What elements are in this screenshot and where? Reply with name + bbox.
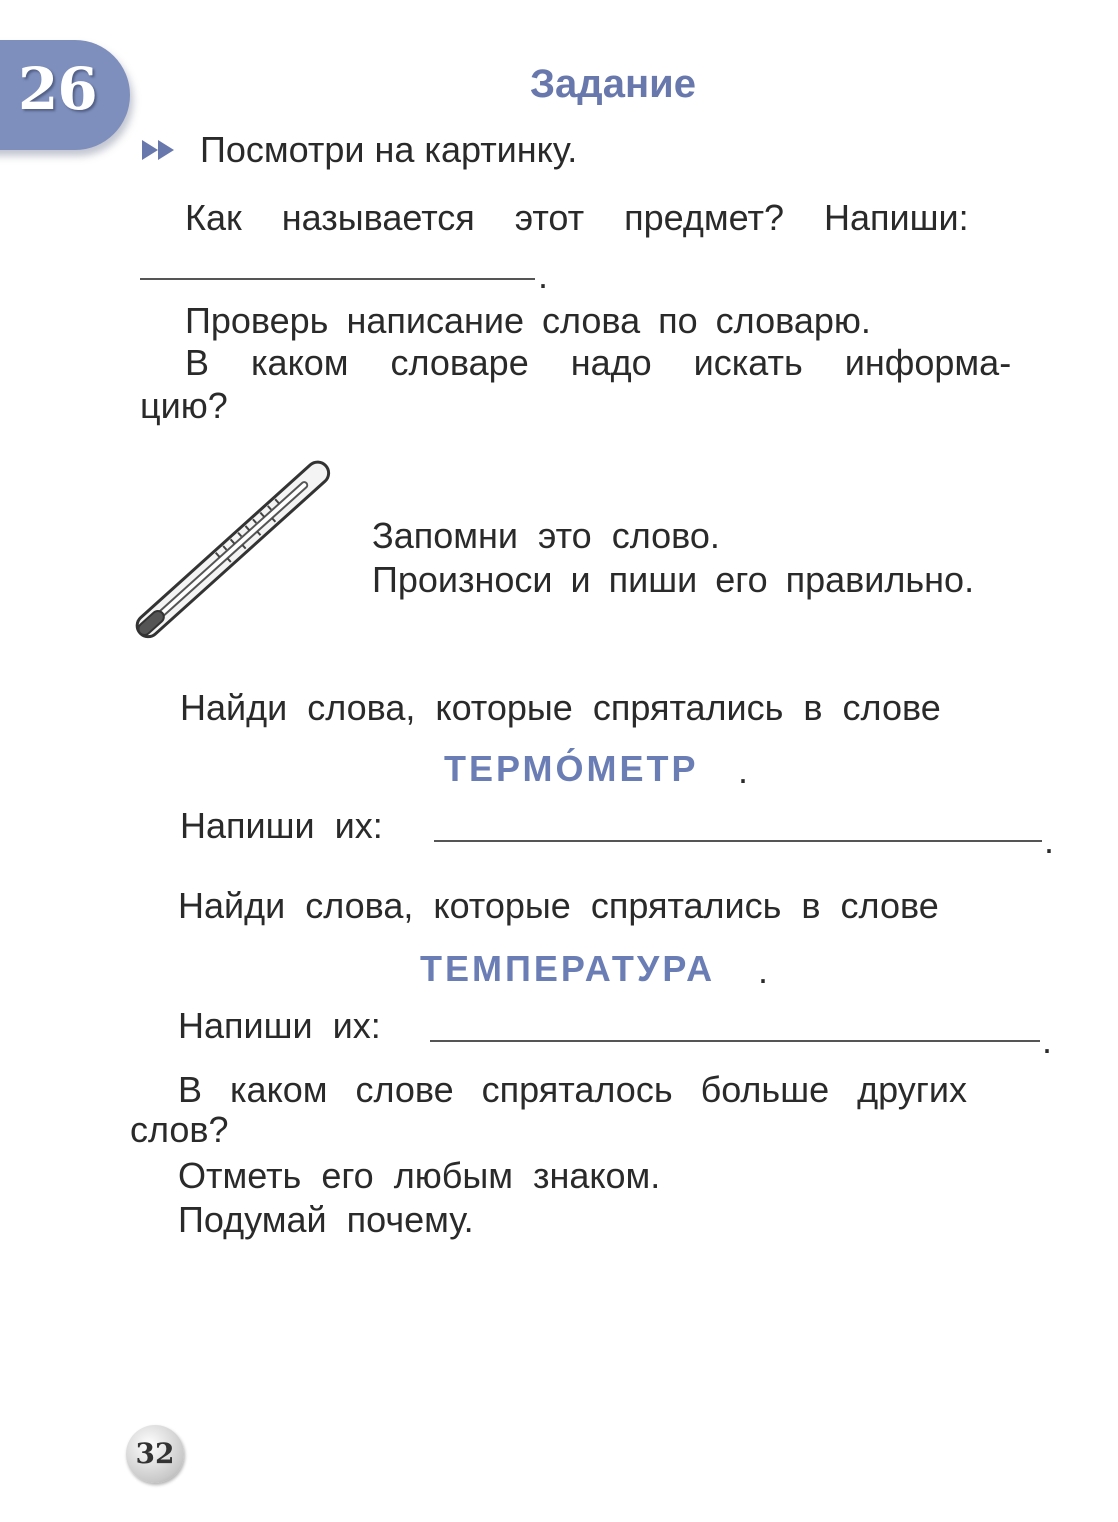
answer-period-3: . [1042,1020,1053,1061]
task-heading: Задание [530,62,696,106]
instruction-pronounce: Произноси и пиши его правильно. [372,559,975,600]
page-number-badge [126,1425,184,1483]
label-write-them-1: Напиши их: [180,805,383,846]
task-find-words-1: Найди слова, которые спрятались в слове [180,687,941,728]
task-number: 26 [18,55,97,123]
question-what-called: Как называется этот предмет? Напиши: [185,197,969,238]
answer-line-1[interactable] [140,278,535,280]
task-find-words-2: Найди слова, которые спрятались в слове [178,885,939,926]
instruction-think-why: Подумай почему. [178,1199,474,1240]
page-number: 32 [135,1437,175,1470]
answer-line-2[interactable] [434,840,1042,842]
answer-line-3[interactable] [430,1040,1040,1042]
double-arrow-icon [140,136,184,164]
keyword-thermometer: ТЕРМО́МЕТР [444,748,699,789]
keyword-temperature: ТЕМПЕРАТУРА [420,948,716,989]
answer-period-1: . [538,255,549,296]
question-which-more-line1: В каком слове спряталось больше других [178,1069,967,1110]
keyword-period-2: . [758,950,769,991]
question-which-more-line2: слов? [130,1109,229,1150]
instruction-mark-it: Отметь его любым знаком. [178,1155,661,1196]
keyword-period-1: . [738,750,749,791]
answer-period-2: . [1044,820,1055,861]
instruction-look: Посмотри на картинку. [200,129,578,170]
question-which-dict-line2: цию? [140,385,228,426]
thermometer-image [130,455,340,645]
instruction-remember: Запомни это слово. [372,515,720,556]
label-write-them-2: Напиши их: [178,1005,381,1046]
instruction-check-spelling: Проверь написание слова по словарю. [185,300,871,341]
question-which-dict-line1: В каком словаре надо искать информа- [185,342,1012,383]
